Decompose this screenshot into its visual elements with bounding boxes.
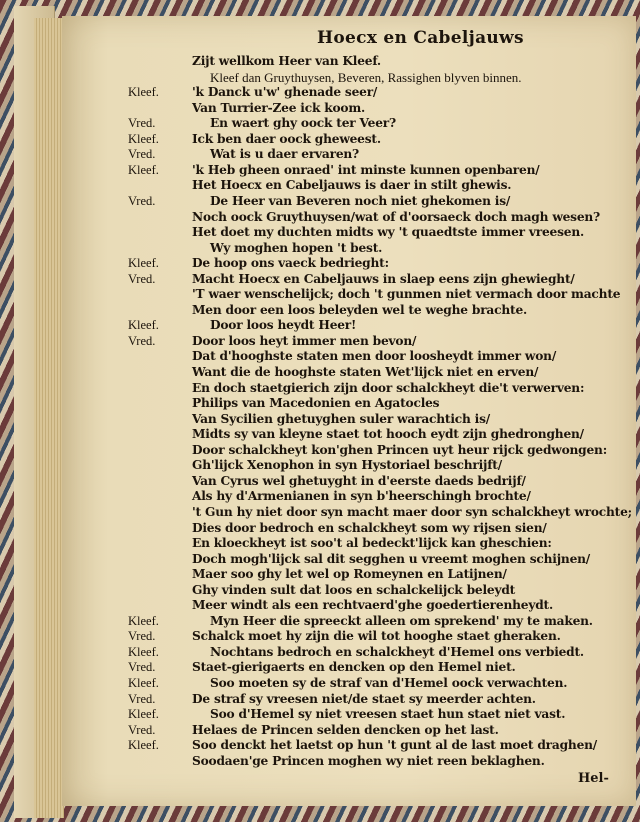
verse-line [62, 536, 636, 551]
verse-text: Door loos heydt Heer! [210, 318, 357, 333]
verse-text: De hoop ons vaeck bedrieght: [192, 256, 389, 271]
verse-text: De Heer van Beveren noch niet ghekomen is/ [210, 193, 511, 208]
verse-text: Soo denckt het laetst op hun 't gunt al de last moet draghen/ [192, 738, 598, 753]
verse-line [62, 256, 636, 271]
verse-line [62, 70, 636, 85]
verse-text: Noch oock Gruythuysen/wat of d'oorsaeck doch magh wesen? [192, 209, 600, 224]
verse-text: Ghy vinden sult dat loos en schalckelijck beleydt [192, 582, 516, 597]
verse-text: 'k Danck u'w' ghenade seer/ [192, 85, 378, 100]
verse-line [62, 614, 636, 629]
verse-text: Staet-gierigaerts en dencken op den Hemel niet. [192, 660, 516, 675]
verse-line [62, 318, 636, 333]
verse-text: Macht Hoecx en Cabeljauws in slaep eens zijn ghewieght/ [192, 271, 575, 286]
verse-line [62, 505, 636, 520]
verse-text: Het Hoecx en Cabeljauws is daer in stilt ghewis. [192, 178, 512, 193]
verse-line [62, 178, 636, 193]
speaker-label: Kleef. [128, 644, 159, 659]
verse-text: Men door een loos beleyden wel te weghe brachte. [192, 302, 528, 317]
speaker-label: Vred. [128, 722, 156, 737]
verse-line [62, 132, 636, 147]
speaker-label: Vred. [128, 333, 156, 348]
verse-line [62, 365, 636, 380]
verse-text: Gh'lijck Xenophon in syn Hystoriael beschrijft/ [192, 458, 502, 473]
speaker-label: Kleef. [128, 85, 159, 100]
speaker-label: Kleef. [128, 318, 159, 333]
verse-text: 'k Heb gheen onraed' int minste kunnen openbaren/ [192, 162, 540, 177]
verse-line [62, 101, 636, 116]
verse-line [62, 567, 636, 582]
book-page [62, 16, 636, 806]
speaker-label: Vred. [128, 116, 156, 131]
verse-line [62, 707, 636, 722]
verse-line [62, 412, 636, 427]
verse-text: En waert ghy oock ter Veer? [210, 116, 396, 131]
verse-line [62, 629, 636, 644]
speaker-label: Vred. [128, 660, 156, 675]
speaker-label: Kleef. [128, 131, 159, 146]
verse-text: En doch staetgierich zijn door schalckheyt die't verwerven: [192, 380, 585, 395]
verse-text: Als hy d'Armenianen in syn b'heerschingh brochte/ [192, 489, 531, 504]
verse-text: De straf sy vreesen niet/de staet sy meerder achten. [192, 691, 536, 706]
catchword: Hel- [578, 771, 609, 786]
verse-line [62, 381, 636, 396]
speaker-label: Vred. [128, 629, 156, 644]
verse-text: Wy moghen hopen 't best. [210, 240, 383, 255]
verse-line [62, 396, 636, 411]
verse-text: 't Gun hy niet door syn macht maer door syn schalckheyt wrochte; [192, 504, 632, 519]
verse-text: Soo moeten sy de straf van d'Hemel oock verwachten. [210, 676, 568, 690]
verse-text: Schalck moet hy zijn die wil tot hooghe staet gheraken. [192, 629, 561, 644]
verse-line [62, 723, 636, 738]
verse-text: Nochtans bedroch en schalckheyt d'Hemel ons verbiedt. [210, 644, 584, 659]
verse-line [62, 583, 636, 598]
verse-text: Zijt wellkom Heer van Kleef. [192, 54, 381, 68]
verse-line [62, 225, 636, 240]
verse-text: Maer soo ghy let wel op Romeynen en Latijnen/ [192, 567, 507, 582]
verse-text: Dat d'hooghste staten men door loosheydt immer won/ [192, 349, 557, 364]
verse-line [62, 427, 636, 442]
verse-text: Ick ben daer oock gheweest. [192, 131, 381, 146]
running-head: Hoecx en Cabeljauws [317, 28, 524, 48]
verse-line [62, 458, 636, 473]
speaker-label: Kleef. [128, 738, 159, 753]
verse-text: Door loos heyt immer men bevon/ [192, 333, 417, 348]
verse-line [62, 645, 636, 660]
verse-text: 'T waer wenschelijck; doch 't gunmen niet vermach door machte [192, 287, 621, 302]
verse-line [62, 303, 636, 318]
verse-line [62, 738, 636, 753]
verse-line [62, 194, 636, 209]
verse-line [62, 85, 636, 100]
page-edges [34, 18, 64, 818]
verse-text: Soodaen'ge Princen moghen wy niet reen beklaghen. [192, 753, 545, 768]
speaker-label: Kleef. [128, 162, 159, 177]
verse-line [62, 147, 636, 162]
speaker-label: Vred. [128, 271, 156, 286]
verse-text: Midts sy van kleyne staet tot hooch eydt zijn ghedronghen/ [192, 427, 584, 442]
verse-line [62, 163, 636, 178]
verse-text: Kleef dan Gruythuysen, Beveren, Rassighen blyven binnen. [210, 69, 522, 85]
verse-line [62, 692, 636, 707]
verse-line [62, 272, 636, 287]
verse-text: Want die de hooghste staten Wet'lijck niet en erven/ [192, 365, 539, 379]
verse-line [62, 552, 636, 567]
verse-line [62, 54, 636, 69]
verse-line [62, 489, 636, 504]
verse-line [62, 474, 636, 489]
verse-line [62, 521, 636, 536]
speaker-label: Vred. [128, 691, 156, 706]
verse-line [62, 116, 636, 131]
verse-line [62, 598, 636, 613]
speaker-label: Kleef. [128, 613, 159, 628]
verse-line [62, 287, 636, 302]
verse-line [62, 241, 636, 256]
verse-text: Door schalckheyt kon'ghen Princen uyt heur rijck gedwongen: [192, 442, 607, 457]
verse-text: Wat is u daer ervaren? [210, 147, 360, 162]
verse-text: Meer windt als een rechtvaerd'ghe goedertierenheydt. [192, 598, 553, 613]
verse-text: Van Cyrus wel ghetuyght in d'eerste daeds bedrijf/ [192, 473, 526, 488]
verse-line [62, 660, 636, 675]
speaker-label: Vred. [128, 193, 156, 208]
verse-text: Doch mogh'lijck sal dit segghen u vreemt moghen schijnen/ [192, 551, 591, 566]
verse-line [62, 210, 636, 225]
verse-text: En kloeckheyt ist soo't al bedeckt'lijck kan gheschien: [192, 536, 552, 551]
verse-line [62, 754, 636, 769]
verse-line [62, 349, 636, 364]
verse-text: Helaes de Princen selden dencken op het last. [192, 722, 499, 737]
verse-text: Myn Heer die spreeckt alleen om sprekend' my te maken. [210, 613, 593, 628]
speaker-label: Kleef. [128, 676, 159, 690]
speaker-label: Kleef. [128, 256, 159, 271]
verse-text: Soo d'Hemel sy niet vreesen staet hun staet niet vast. [210, 707, 566, 722]
speaker-label: Kleef. [128, 707, 159, 722]
verse-text: Van Sycilien ghetuyghen suler warachtich is/ [192, 411, 491, 426]
verse-line [62, 676, 636, 691]
verse-line [62, 334, 636, 349]
verse-text: Philips van Macedonien en Agatocles [192, 396, 440, 411]
verse-line [62, 443, 636, 458]
verse-text: Het doet my duchten midts wy 't quaedtste immer vreesen. [192, 225, 585, 240]
verse-text: Dies door bedroch en schalckheyt som wy rijsen sien/ [192, 520, 547, 535]
verse-text: Van Turrier-Zee ick koom. [192, 100, 366, 115]
speaker-label: Vred. [128, 147, 156, 162]
